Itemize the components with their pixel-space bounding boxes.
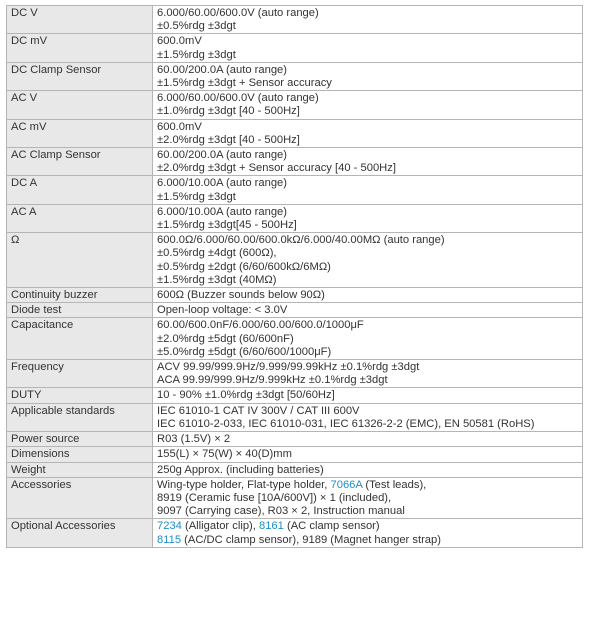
spec-value-line (157, 361, 578, 374)
spec-value-text: ACA 99.99/999.9Hz/9.999kHz ±0.1%rdg ±3dgt (157, 374, 388, 387)
spec-value-text: 600Ω (Buzzer sounds below 90Ω) (157, 289, 325, 302)
spec-value (153, 462, 583, 477)
spec-value-text: 10 - 90% ±1.0%rdg ±3dgt [50/60Hz] (157, 389, 335, 402)
spec-label: AC A (7, 204, 153, 232)
spec-value-line (157, 346, 578, 359)
spec-value-line (157, 492, 578, 505)
spec-value-line (157, 92, 578, 105)
spec-row (7, 477, 583, 519)
spec-value-text: IEC 61010-2-033, IEC 61010-031, IEC 61326-2-2 (EMC), EN 50581 (RoHS) (157, 417, 535, 430)
spec-value-line (157, 64, 578, 77)
spec-value-line (157, 464, 578, 477)
spec-value-text: 8919 (Ceramic fuse [10A/600V]) × 1 (included), (157, 491, 392, 504)
spec-value-text: 155(L) × 75(W) × 40(D)mm (157, 448, 292, 461)
spec-value-text: ±0.5%rdg ±3dgt (157, 20, 236, 33)
spec-value-text: ±1.5%rdg ±3dgt (157, 48, 236, 61)
spec-value-text: 6.000/10.00A (auto range) (157, 177, 287, 190)
spec-value-text: Wing-type holder, Flat-type holder, (157, 478, 331, 491)
spec-value (153, 204, 583, 232)
spec-value-text: ±1.5%rdg ±3dgt + Sensor accuracy (157, 77, 332, 90)
spec-value-text: 60.00/600.0nF/6.000/60.00/600.0/1000μF (157, 319, 364, 332)
spec-value (153, 388, 583, 403)
spec-row (7, 119, 583, 147)
spec-label: Diode test (7, 303, 153, 318)
spec-value-line (157, 49, 578, 62)
specifications-table (6, 5, 583, 548)
spec-value-line (157, 333, 578, 346)
spec-label: Ω (7, 233, 153, 288)
spec-row (7, 148, 583, 176)
spec-value (153, 477, 583, 519)
spec-value-text: 6.000/60.00/600.0V (auto range) (157, 7, 319, 19)
spec-value-line (157, 162, 578, 175)
spec-value-line (157, 261, 578, 274)
spec-label: DUTY (7, 388, 153, 403)
spec-value (153, 519, 583, 547)
accessory-link[interactable]: 8161 (258, 520, 284, 533)
spec-value (153, 360, 583, 388)
spec-value-text: ±2.0%rdg ±3dgt + Sensor accuracy [40 - 500Hz] (157, 162, 396, 175)
spec-label: Frequency (7, 360, 153, 388)
spec-row (7, 360, 583, 388)
spec-label: Dimensions (7, 447, 153, 462)
spec-value-text: ACV 99.99/999.9Hz/9.999/99.99kHz ±0.1%rdg ±3dgt (157, 361, 420, 374)
spec-value-line (157, 389, 578, 402)
spec-value (153, 34, 583, 62)
spec-label: Power source (7, 432, 153, 447)
spec-value-line (157, 121, 578, 134)
spec-value-line (157, 289, 578, 302)
spec-value-text: (AC clamp sensor) (283, 520, 380, 533)
spec-value-line (157, 105, 578, 118)
spec-label: DC A (7, 176, 153, 204)
spec-value-text: (AC/DC clamp sensor), 9189 (Magnet hanger strap) (181, 533, 441, 546)
spec-value-line (157, 7, 578, 20)
spec-label: Applicable standards (7, 403, 153, 431)
spec-value-text: ±5.0%rdg ±5dgt (6/60/600/1000μF) (157, 345, 332, 358)
spec-value-line (157, 319, 578, 332)
spec-value-text: 60.00/200.0A (auto range) (157, 63, 287, 76)
spec-value-text: ±1.5%rdg ±3dgt (40MΩ) (157, 273, 277, 286)
spec-row (7, 233, 583, 288)
spec-value-line (157, 234, 578, 247)
spec-value (153, 318, 583, 360)
spec-value-text: R03 (1.5V) × 2 (157, 433, 231, 446)
spec-value-text: ±0.5%rdg ±2dgt (6/60/600kΩ/6MΩ) (157, 260, 331, 273)
spec-value (153, 303, 583, 318)
spec-value-text: 60.00/200.0A (auto range) (157, 149, 287, 162)
accessory-link[interactable]: 7234 (157, 520, 182, 533)
spec-row (7, 318, 583, 360)
spec-row (7, 447, 583, 462)
spec-label: Continuity buzzer (7, 288, 153, 303)
spec-row (7, 388, 583, 403)
accessory-link[interactable]: 8115 (157, 533, 182, 546)
spec-row (7, 462, 583, 477)
spec-row (7, 403, 583, 431)
spec-value-text: ±0.5%rdg ±4dgt (600Ω), (157, 247, 277, 260)
spec-label: Weight (7, 462, 153, 477)
spec-row (7, 204, 583, 232)
spec-label: DC Clamp Sensor (7, 62, 153, 90)
accessory-link[interactable]: 7066A (330, 478, 363, 491)
spec-value-text: (Test leads), (362, 478, 427, 491)
spec-value-line (157, 374, 578, 387)
spec-value (153, 403, 583, 431)
spec-row (7, 303, 583, 318)
spec-value (153, 432, 583, 447)
spec-label: DC V (7, 6, 153, 34)
spec-value (153, 176, 583, 204)
spec-label: Optional Accessories (7, 519, 153, 547)
spec-label: Accessories (7, 477, 153, 519)
spec-value-line (157, 35, 578, 48)
spec-value-text: 600.0Ω/6.000/60.00/600.0kΩ/6.000/40.00MΩ (auto range) (157, 234, 445, 247)
spec-row (7, 519, 583, 547)
spec-label: AC mV (7, 119, 153, 147)
specifications-table-body (7, 6, 583, 548)
spec-label: Capacitance (7, 318, 153, 360)
spec-value (153, 288, 583, 303)
spec-value-line (157, 405, 578, 418)
spec-value (153, 447, 583, 462)
spec-label: AC V (7, 91, 153, 119)
spec-value (153, 119, 583, 147)
spec-value-text: 600.0mV (157, 120, 202, 133)
spec-value (153, 62, 583, 90)
spec-value-line (157, 274, 578, 287)
spec-label: AC Clamp Sensor (7, 148, 153, 176)
spec-value-text: 600.0mV (157, 35, 202, 48)
spec-value (153, 233, 583, 288)
spec-value-text: 6.000/10.00A (auto range) (157, 205, 287, 218)
spec-value-text: ±1.5%rdg ±3dgt[45 - 500Hz] (157, 219, 297, 232)
spec-value-text: IEC 61010-1 CAT IV 300V / CAT III 600V (157, 404, 360, 417)
spec-value-line (157, 149, 578, 162)
spec-row (7, 288, 583, 303)
spec-value-line (157, 134, 578, 147)
spec-label: DC mV (7, 34, 153, 62)
spec-value-line (157, 534, 578, 547)
spec-value-text: ±2.0%rdg ±5dgt (60/600nF) (157, 332, 294, 345)
spec-value-text: Open-loop voltage: < 3.0V (157, 304, 288, 317)
spec-value-line (157, 520, 578, 533)
spec-value-line (157, 505, 578, 518)
spec-value-line (157, 448, 578, 461)
spec-value-line (157, 191, 578, 204)
spec-value (153, 91, 583, 119)
spec-value-line (157, 77, 578, 90)
spec-value-text: 250g Approx. (including batteries) (157, 463, 324, 476)
spec-value-line (157, 247, 578, 260)
spec-value-text: 6.000/60.00/600.0V (auto range) (157, 92, 319, 105)
spec-value-line (157, 177, 578, 190)
spec-row (7, 62, 583, 90)
spec-row (7, 176, 583, 204)
spec-row (7, 34, 583, 62)
spec-row (7, 432, 583, 447)
spec-value-line (157, 304, 578, 317)
spec-value-text: ±1.5%rdg ±3dgt (157, 190, 236, 203)
spec-value (153, 148, 583, 176)
spec-value (153, 6, 583, 34)
spec-value-line (157, 206, 578, 219)
spec-value-line (157, 433, 578, 446)
spec-value-line (157, 219, 578, 232)
spec-value-text: ±1.0%rdg ±3dgt [40 - 500Hz] (157, 105, 300, 118)
spec-value-text: (Alligator clip), (181, 520, 259, 533)
spec-value-text: ±2.0%rdg ±3dgt [40 - 500Hz] (157, 133, 300, 146)
spec-row (7, 91, 583, 119)
spec-value-line (157, 418, 578, 431)
spec-row (7, 6, 583, 34)
spec-value-line (157, 20, 578, 33)
spec-value-text: 9097 (Carrying case), R03 × 2, Instruction manual (157, 505, 405, 518)
spec-value-line (157, 479, 578, 492)
